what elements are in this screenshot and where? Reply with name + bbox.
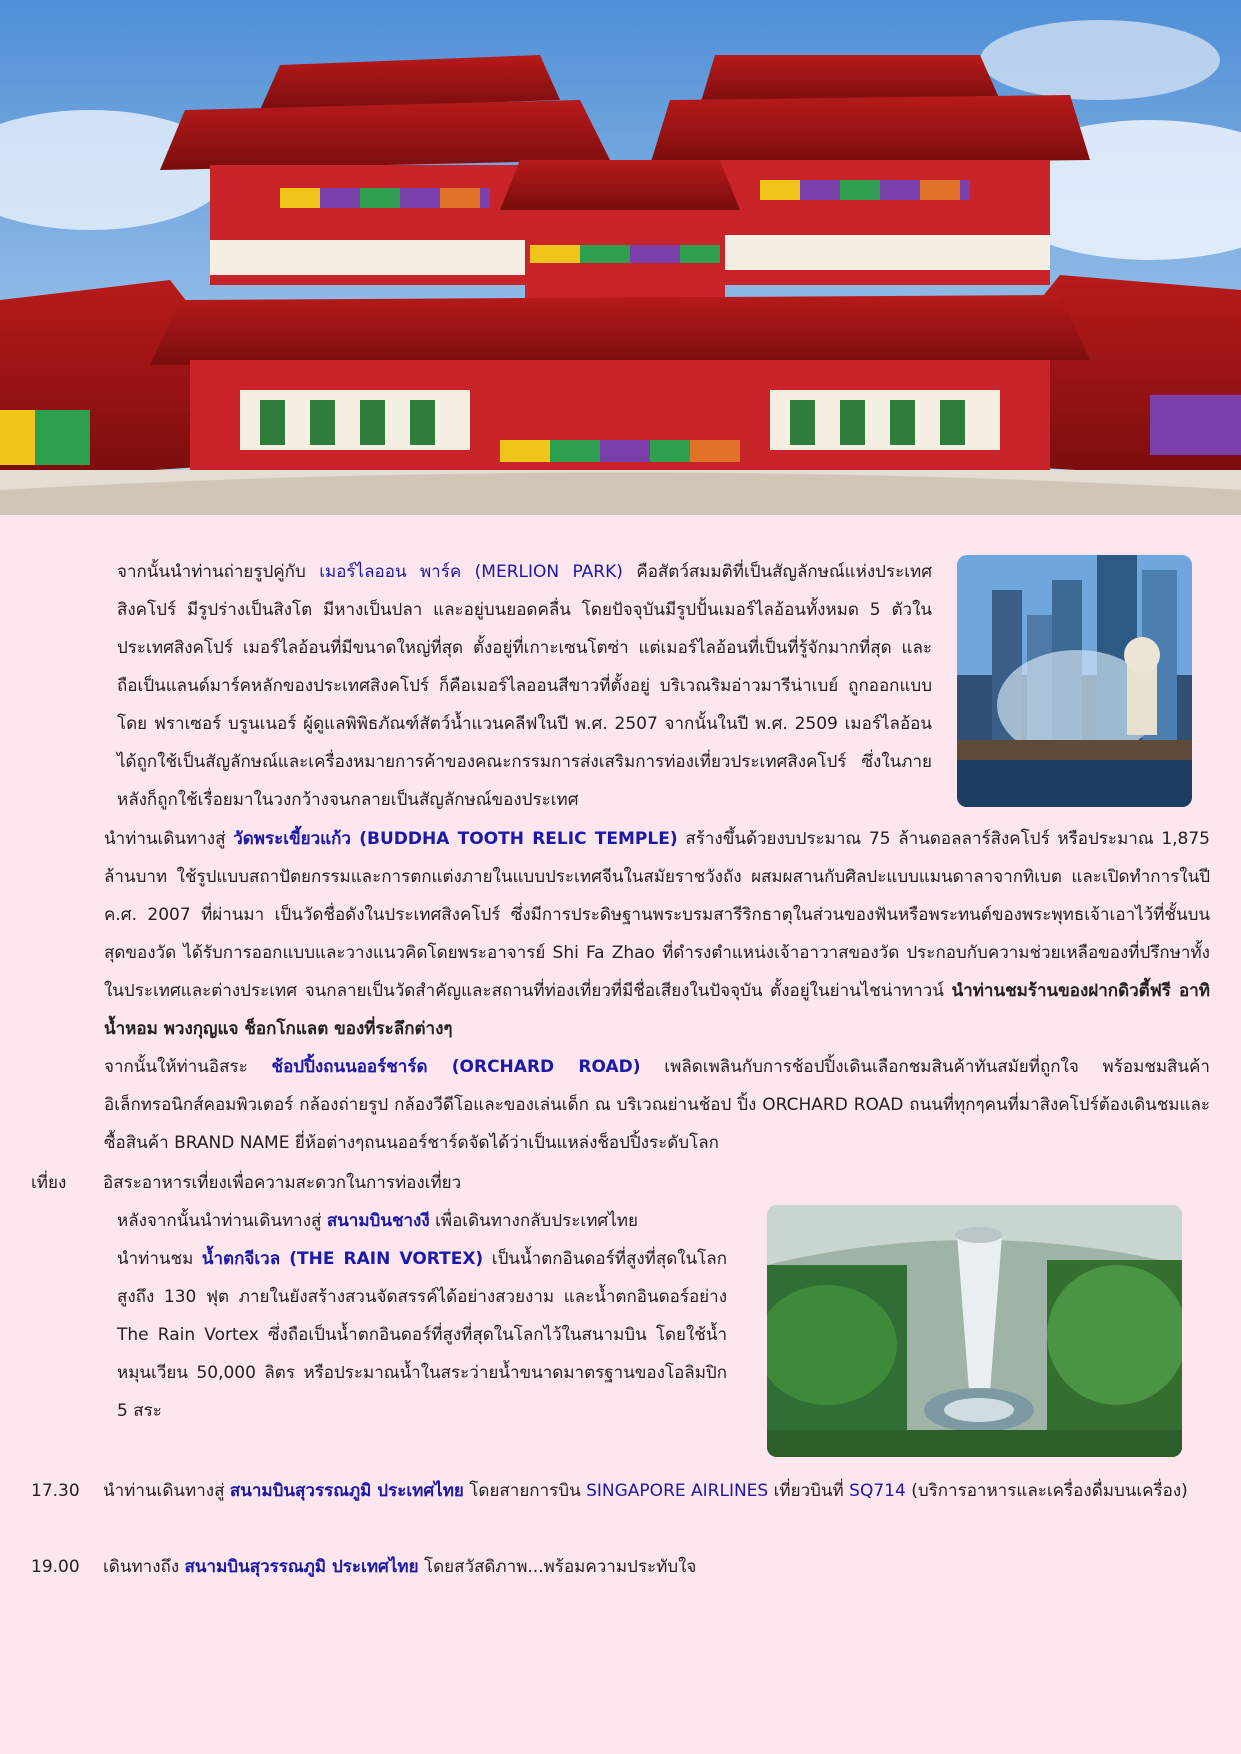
jewel-line — [117, 1240, 727, 1430]
changi-paragraph — [117, 1202, 727, 1430]
arrival-rest: โดยสวัสดิภาพ...พร้อมความประทับใจ — [418, 1557, 697, 1577]
temple-intro: นำท่านเดินทางสู่ — [104, 829, 234, 849]
merlion-body: คือสัตว์สมมติที่เป็นสัญลักษณ์แห่งประเทศสิงคโปร์ มีรูปร่างเป็นสิงโต มีหางเป็นปลา และอยู่บนยอดคลื่น โดยปัจจุบันมีรูปปั้นเมอร์ไลอ้อนทั้งหมด 5 ตัวในประเทศสิงคโปร์ เมอร์ไลอ้อนที่มีขนาดใหญ่ที่สุด ตั้งอยู่ที่เกาะเซนโตซ่า แต่เมอร์ไลอ้อนที่เป็นที่รู้จักมากที่สุด และถือเป็นแลนด์มาร์คหลักของประเทศสิงคโปร์ ก็คือเมอร์ไลออนสีขาวที่ตั้งอยู่ บริเวณริมอ่าวมารีน่าเบย์ ถูกออกแบบโดย ฟราเซอร์ บรูนเนอร์ ผู้ดูแลพิพิธภัณฑ์สัตว์น้ำแวนคลีฟในปี พ.ศ. 2507 จากนั้นในปี พ.ศ. 2509 เมอร์ไลอ้อนได้ถูกใช้เป็นสัญลักษณ์และเครื่องหมายการค้าของคณะกรรมการส่งเสริมการท่องเที่ยวประเทศสิงคโปร์ ซึ่งในภายหลังก็ถูกใช้เรื่อยมาในวงกว้างจนกลายเป็นสัญลักษณ์ของประเทศ — [117, 562, 933, 810]
arrival-text — [103, 1548, 1211, 1586]
merlion-intro: จากนั้นนำท่านถ่ายรูปคู่กับ — [117, 562, 320, 582]
temple-paragraph — [104, 820, 1210, 1048]
changi-airport-name: สนามบินชางงี — [326, 1211, 430, 1231]
departure-text — [103, 1472, 1211, 1510]
merlion-park-photo — [957, 555, 1192, 807]
arrival-intro: เดินทางถึง — [103, 1557, 185, 1577]
jewel-intro: นำท่านชม — [117, 1249, 202, 1269]
departure-mid: โดยสายการบิน — [463, 1481, 587, 1501]
departure-intro: นำท่านเดินทางสู่ — [103, 1481, 230, 1501]
changi-line — [117, 1202, 727, 1240]
temple-body: สร้างขึ้นด้วยงบประมาณ 75 ล้านดอลลาร์สิงคโปร์ หรือประมาณ 1,875 ล้านบาท ใช้รูปแบบสถาปัตยกรรมและการตกแต่งภายในแบบประเทศจีนในสมัยราชวังถัง ผสมผสานกับศิลปะแบบแมนดาลาจากทิเบต และเปิดทำการในปี ค.ศ. 2007 ที่ผ่านมา เป็นวัดชื่อดังในประเทศสิงคโปร์ ซึ่งมีการประดิษฐานพระบรมสารีริกธาตุในส่วนของฟันหรือพระทนต์ของพระพุทธเจ้าเอาไว้ที่ชั้นบนสุดของวัด ได้รับการออกแบบและวางแนวคิดโดยพระอาจารย์ Shi Fa Zhao ที่ดำรงตำแหน่งเจ้าอาวาสของวัด ประกอบกับความช่วยเหลือของที่ปรึกษาทั้งในประเทศและต่างประเทศ จนกลายเป็นวัดสำคัญและสถานที่ท่องเที่ยวที่มีชื่อเสียงในปัจจุบัน ตั้งอยู่ในย่านไชน่าทาวน์ — [104, 829, 1210, 1001]
merlion-paragraph — [117, 553, 932, 819]
arrival-time: 19.00 — [31, 1557, 80, 1577]
arrival-airport-name: สนามบินสุวรรณภูมิ ประเทศไทย — [184, 1557, 419, 1577]
lunch-row — [31, 1164, 1211, 1202]
flight-number: SQ714 — [849, 1481, 906, 1501]
lunch-text: อิสระอาหารเที่ยงเพื่อความสะดวกในการท่องเที่ยว — [103, 1173, 462, 1193]
flight-label: เที่ยวบินที่ — [768, 1481, 850, 1501]
changi-rest: เพื่อเดินทางกลับประเทศไทย — [429, 1211, 638, 1231]
jewel-body: เป็นน้ำตกอินดอร์ที่สูงที่สุดในโลก สูงถึง 130 ฟุต ภายในยังสร้างสวนจัดสรรค์ได้อย่างสวยงาม และน้ำตกอินดอร์อย่าง The Rain Vortex ซึ่งถือเป็นน้ำตกอินดอร์ที่สูงที่สุดในโลกไว้ในสนามบิน โดยใช้น้ำหมุนเวียน 50,000 ลิตร หรือประมาณน้ำในสระว่ายน้ำขนาดมาตรฐานของโอลิมปิก 5 สระ — [117, 1249, 728, 1421]
departure-row — [31, 1472, 1211, 1548]
departure-rest: (บริการอาหารและเครื่องดื่มบนเครื่อง) — [905, 1481, 1188, 1501]
buddha-tooth-relic-temple-image — [0, 0, 1241, 515]
merlion-park-name: เมอร์ไลออน พาร์ค (MERLION PARK) — [319, 562, 623, 582]
duty-free-shop-text: นำท่านชมร้านของฝากดิวตี้ฟรี อาทิ น้ำหอม พวงกุญแจ ช็อกโกแลต ของที่ระลึกต่างๆ — [104, 981, 1210, 1039]
arrival-row — [31, 1548, 1211, 1586]
departure-time: 17.30 — [31, 1481, 80, 1501]
orchard-intro: จากนั้นให้ท่านอิสระ — [104, 1057, 272, 1077]
lunch-label: เที่ยง — [31, 1173, 67, 1193]
orchard-road-name: ช้อปปิ้งถนนออร์ชาร์ด (ORCHARD ROAD) — [271, 1057, 641, 1077]
hero-temple-photo — [0, 0, 1241, 515]
orchard-body: เพลิดเพลินกับการช้อปปิ้งเดินเลือกชมสินค้าทันสมัยที่ถูกใจ พร้อมชมสินค้าอิเล็กทรอนิกส์คอมพิวเตอร์ กล้องถ่ายรูป กล้องวีดีโอและของเล่นเด็ก ณ บริเวณย่านช้อป ปิ้ง ORCHARD ROAD ถนนที่ทุกๆคนที่มาสิงคโปร์ต้องเดินชมและซื้อสินค้า BRAND NAME ยี่ห้อต่างๆถนนออร์ชาร์ดจัดได้ว่าเป็นแหล่งช็อปปิ้งระดับโลก — [104, 1057, 1210, 1153]
airline-name: SINGAPORE AIRLINES — [586, 1481, 769, 1501]
suvarnabhumi-airport-name: สนามบินสุวรรณภูมิ ประเทศไทย — [229, 1481, 464, 1501]
buddha-tooth-temple-name: วัดพระเขี้ยวแก้ว (BUDDHA TOOTH RELIC TEMPLE) — [233, 829, 678, 849]
changi-intro: หลังจากนั้นนำท่านเดินทางสู่ — [117, 1211, 327, 1231]
rain-vortex-name: น้ำตกจีเวล (THE RAIN VORTEX) — [201, 1249, 484, 1269]
jewel-rain-vortex-photo — [767, 1205, 1182, 1457]
orchard-paragraph — [104, 1048, 1210, 1162]
